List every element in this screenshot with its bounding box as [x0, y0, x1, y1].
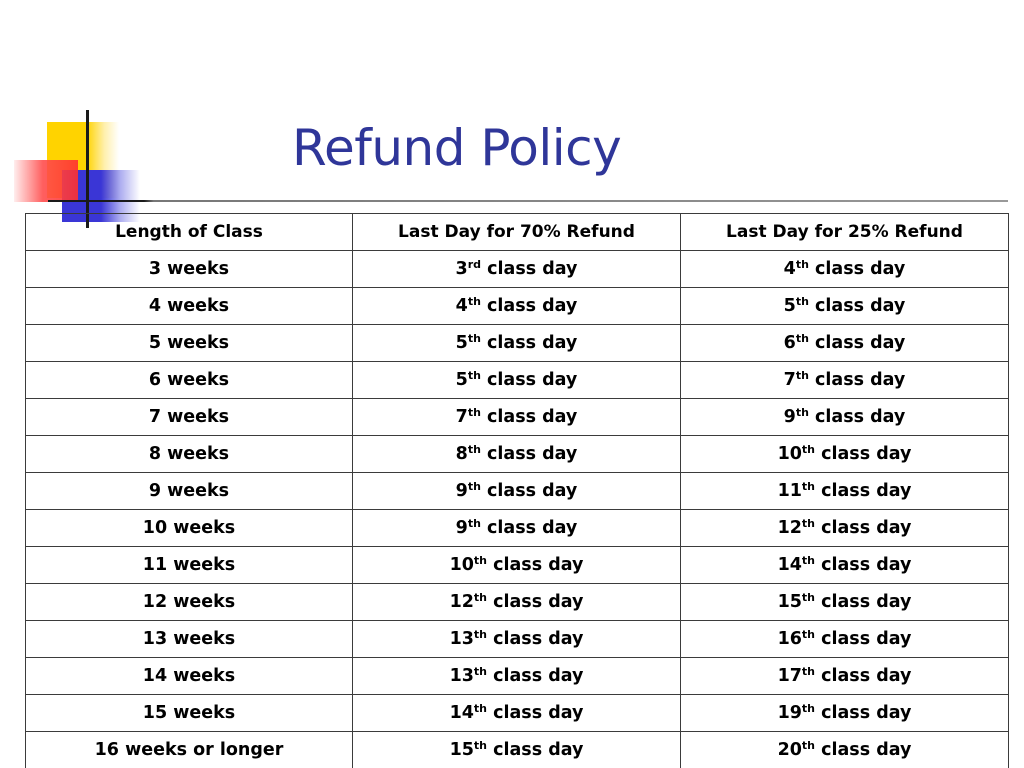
- day-label: class day: [480, 333, 578, 353]
- table-row: [26, 362, 1009, 399]
- ordinal-suffix: th: [473, 702, 488, 715]
- table-row: [26, 473, 1009, 510]
- cell-25-refund-day: [681, 584, 1009, 621]
- day-label: class day: [815, 444, 912, 464]
- day-label: class day: [480, 407, 578, 427]
- table-row: [26, 399, 1009, 436]
- table-row: [26, 325, 1009, 362]
- ordinal-suffix: th: [795, 369, 809, 382]
- day-number: 7: [455, 407, 468, 427]
- cell-class-length: 15 weeks: [26, 695, 353, 732]
- cell-25-refund-day: [681, 362, 1009, 399]
- day-number: 16: [777, 629, 802, 649]
- decorative-red-square: [14, 160, 78, 202]
- ordinal-suffix: th: [801, 665, 816, 678]
- cell-25-refund-day: [681, 732, 1009, 768]
- table-body: [26, 251, 1009, 768]
- day-number: 19: [777, 703, 802, 723]
- cell-70-refund-day: [353, 251, 681, 288]
- day-number: 9: [455, 481, 468, 501]
- ordinal-suffix: th: [473, 739, 488, 752]
- ordinal-suffix: th: [467, 295, 481, 308]
- cell-class-length: 7 weeks: [26, 399, 353, 436]
- cell-class-length: 3 weeks: [26, 251, 353, 288]
- ordinal-suffix: th: [473, 554, 488, 567]
- ordinal-suffix: th: [795, 258, 809, 271]
- ordinal-suffix: th: [801, 739, 816, 752]
- cell-70-refund-day: [353, 288, 681, 325]
- ordinal-suffix: th: [467, 332, 481, 345]
- ordinal-suffix: th: [801, 480, 816, 493]
- day-number: 4: [783, 259, 796, 279]
- table-row: [26, 621, 1009, 658]
- ordinal-suffix: th: [467, 480, 481, 493]
- day-number: 8: [455, 444, 468, 464]
- day-label: class day: [487, 740, 584, 760]
- ordinal-suffix: th: [801, 517, 816, 530]
- ordinal-suffix: th: [467, 369, 481, 382]
- day-label: class day: [480, 296, 578, 316]
- day-number: 10: [777, 444, 802, 464]
- table-row: [26, 436, 1009, 473]
- title-underline: [48, 200, 1008, 202]
- cell-class-length: 16 weeks or longer: [26, 732, 353, 768]
- cell-70-refund-day: [353, 547, 681, 584]
- cell-25-refund-day: [681, 436, 1009, 473]
- ordinal-suffix: rd: [467, 258, 482, 271]
- day-label: class day: [487, 629, 584, 649]
- ordinal-suffix: th: [473, 628, 488, 641]
- cell-25-refund-day: [681, 621, 1009, 658]
- day-label: class day: [815, 592, 912, 612]
- cell-25-refund-day: [681, 325, 1009, 362]
- day-number: 17: [777, 666, 802, 686]
- day-label: class day: [815, 666, 912, 686]
- ordinal-suffix: th: [801, 443, 816, 456]
- cell-class-length: 10 weeks: [26, 510, 353, 547]
- cell-25-refund-day: [681, 547, 1009, 584]
- slide-title: Refund Policy: [292, 119, 622, 177]
- cell-25-refund-day: [681, 473, 1009, 510]
- day-number: 11: [777, 481, 802, 501]
- day-number: 5: [455, 333, 468, 353]
- day-number: 15: [777, 592, 802, 612]
- cell-70-refund-day: [353, 584, 681, 621]
- cell-70-refund-day: [353, 362, 681, 399]
- day-label: class day: [487, 703, 584, 723]
- day-label: class day: [815, 555, 912, 575]
- decorative-vertical-line: [86, 110, 89, 228]
- day-number: 9: [455, 518, 468, 538]
- cell-class-length: 8 weeks: [26, 436, 353, 473]
- ordinal-suffix: th: [467, 443, 481, 456]
- column-header-length: Length of Class: [26, 214, 353, 251]
- cell-25-refund-day: [681, 658, 1009, 695]
- cell-25-refund-day: [681, 251, 1009, 288]
- table-row: [26, 658, 1009, 695]
- table-row: [26, 584, 1009, 621]
- ordinal-suffix: th: [801, 554, 816, 567]
- day-label: class day: [808, 333, 906, 353]
- column-header-70-refund: Last Day for 70% Refund: [353, 214, 681, 251]
- cell-70-refund-day: [353, 473, 681, 510]
- day-number: 3: [455, 259, 468, 279]
- day-number: 7: [783, 370, 796, 390]
- day-label: class day: [487, 666, 584, 686]
- cell-class-length: 9 weeks: [26, 473, 353, 510]
- cell-class-length: 12 weeks: [26, 584, 353, 621]
- table-row: [26, 251, 1009, 288]
- ordinal-suffix: th: [467, 406, 481, 419]
- table-row: [26, 695, 1009, 732]
- day-number: 6: [783, 333, 796, 353]
- day-label: class day: [815, 518, 912, 538]
- cell-70-refund-day: [353, 621, 681, 658]
- cell-class-length: 11 weeks: [26, 547, 353, 584]
- day-label: class day: [480, 370, 578, 390]
- ordinal-suffix: th: [473, 591, 488, 604]
- cell-class-length: 13 weeks: [26, 621, 353, 658]
- refund-policy-table: [25, 213, 1009, 768]
- cell-70-refund-day: [353, 695, 681, 732]
- table-row: [26, 288, 1009, 325]
- ordinal-suffix: th: [801, 591, 816, 604]
- cell-70-refund-day: [353, 399, 681, 436]
- day-label: class day: [808, 370, 906, 390]
- day-number: 12: [449, 592, 474, 612]
- day-number: 13: [449, 629, 474, 649]
- day-number: 14: [777, 555, 802, 575]
- day-number: 13: [449, 666, 474, 686]
- day-label: class day: [480, 444, 578, 464]
- ordinal-suffix: th: [801, 628, 816, 641]
- ordinal-suffix: th: [467, 517, 481, 530]
- day-label: class day: [815, 629, 912, 649]
- day-label: class day: [480, 518, 578, 538]
- ordinal-suffix: th: [795, 332, 809, 345]
- day-number: 15: [449, 740, 474, 760]
- day-number: 14: [449, 703, 474, 723]
- day-number: 20: [777, 740, 802, 760]
- ordinal-suffix: th: [795, 406, 809, 419]
- cell-class-length: 4 weeks: [26, 288, 353, 325]
- cell-25-refund-day: [681, 399, 1009, 436]
- day-label: class day: [481, 259, 578, 279]
- cell-25-refund-day: [681, 695, 1009, 732]
- ordinal-suffix: th: [795, 295, 809, 308]
- ordinal-suffix: th: [473, 665, 488, 678]
- cell-class-length: 14 weeks: [26, 658, 353, 695]
- cell-70-refund-day: [353, 732, 681, 768]
- day-label: class day: [808, 259, 906, 279]
- ordinal-suffix: th: [801, 702, 816, 715]
- day-label: class day: [815, 740, 912, 760]
- day-label: class day: [815, 703, 912, 723]
- cell-70-refund-day: [353, 436, 681, 473]
- day-label: class day: [487, 592, 584, 612]
- day-label: class day: [487, 555, 584, 575]
- cell-70-refund-day: [353, 658, 681, 695]
- cell-25-refund-day: [681, 510, 1009, 547]
- table-row: [26, 732, 1009, 768]
- cell-class-length: 6 weeks: [26, 362, 353, 399]
- day-label: class day: [808, 407, 906, 427]
- day-label: class day: [808, 296, 906, 316]
- cell-25-refund-day: [681, 288, 1009, 325]
- column-header-25-refund: Last Day for 25% Refund: [681, 214, 1009, 251]
- day-number: 5: [783, 296, 796, 316]
- day-number: 12: [777, 518, 802, 538]
- day-number: 9: [783, 407, 796, 427]
- table-header-row: [26, 214, 1009, 251]
- cell-class-length: 5 weeks: [26, 325, 353, 362]
- table-row: [26, 510, 1009, 547]
- cell-70-refund-day: [353, 325, 681, 362]
- day-label: class day: [480, 481, 578, 501]
- day-number: 4: [455, 296, 468, 316]
- table-row: [26, 547, 1009, 584]
- day-number: 5: [455, 370, 468, 390]
- day-label: class day: [815, 481, 912, 501]
- day-number: 10: [449, 555, 474, 575]
- cell-70-refund-day: [353, 510, 681, 547]
